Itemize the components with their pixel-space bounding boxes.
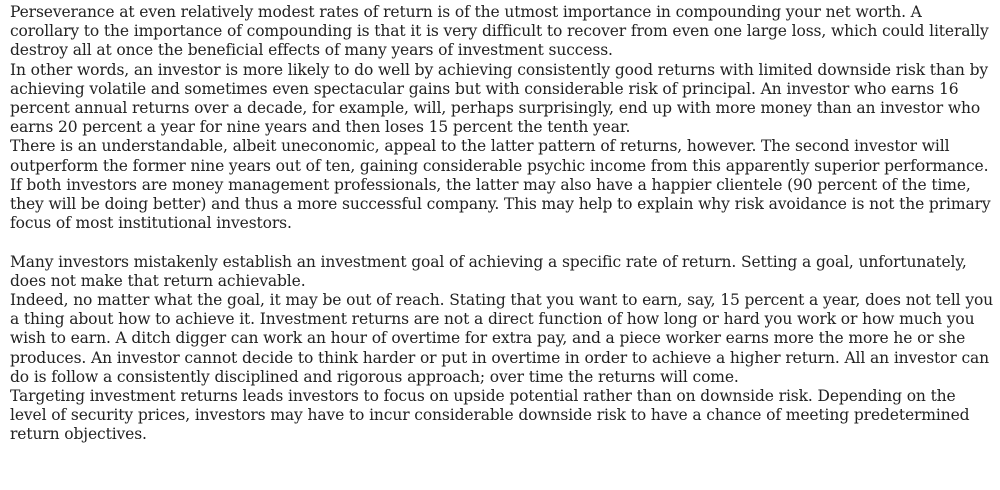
paragraph: There is an understandable, albeit uneconomic, appeal to the latter pattern of returns, however. The second investor will outperform the former nine years out of ten, gaining considerable psychic income from this apparently superior performance. If both investors are money management professionals, the latter may also have a happier clientele (90 percent of the time, they will be doing better) and thus a more successful company. This may help to explain why risk avoidance is not the primary focus of most institutional investors. bbox=[10, 137, 991, 233]
paragraph: Perseverance at even relatively modest rates of return is of the utmost importance in compounding your net worth. A corollary to the importance of compounding is that it is very difficult to recover from even one large loss, which could literally destroy all at once the beneficial effects of many years of investment success. bbox=[10, 3, 989, 60]
paragraph: Indeed, no matter what the goal, it may be out of reach. Stating that you want to earn, say, 15 percent a year, does not tell you a thing about how to achieve it. Investment returns are not a direct function of how long or hard you work or how much you wish to earn. A ditch digger can work an hour of overtime for extra pay, and a piece worker earns more the more he or she produces. An investor cannot decide to think harder or put in overtime in order to achieve a higher return. All an investor can do is follow a consistently disciplined and rigorous approach; over time the returns will come. bbox=[10, 291, 994, 386]
paragraph-gap bbox=[10, 233, 995, 252]
document-body bbox=[10, 3, 995, 445]
paragraph: Targeting investment returns leads investors to focus on upside potential rather than on downside risk. Depending on the level of security prices, investors may have to incur considerable downside risk to have a chance of meeting predetermined return objectives. bbox=[10, 387, 970, 444]
paragraph: In other words, an investor is more likely to do well by achieving consistently good returns with limited downside risk than by achieving volatile and sometimes even spectacular gains but with considerable risk of principal. An investor who earns 16 percent annual returns over a decade, for example, will, perhaps surprisingly, end up with more money than an investor who earns 20 percent a year for nine years and then loses 15 percent the tenth year. bbox=[10, 60, 989, 137]
paragraph: Many investors mistakenly establish an investment goal of achieving a specific rate of return. Setting a goal, unfortunately, does not make that return achievable. bbox=[10, 252, 967, 290]
